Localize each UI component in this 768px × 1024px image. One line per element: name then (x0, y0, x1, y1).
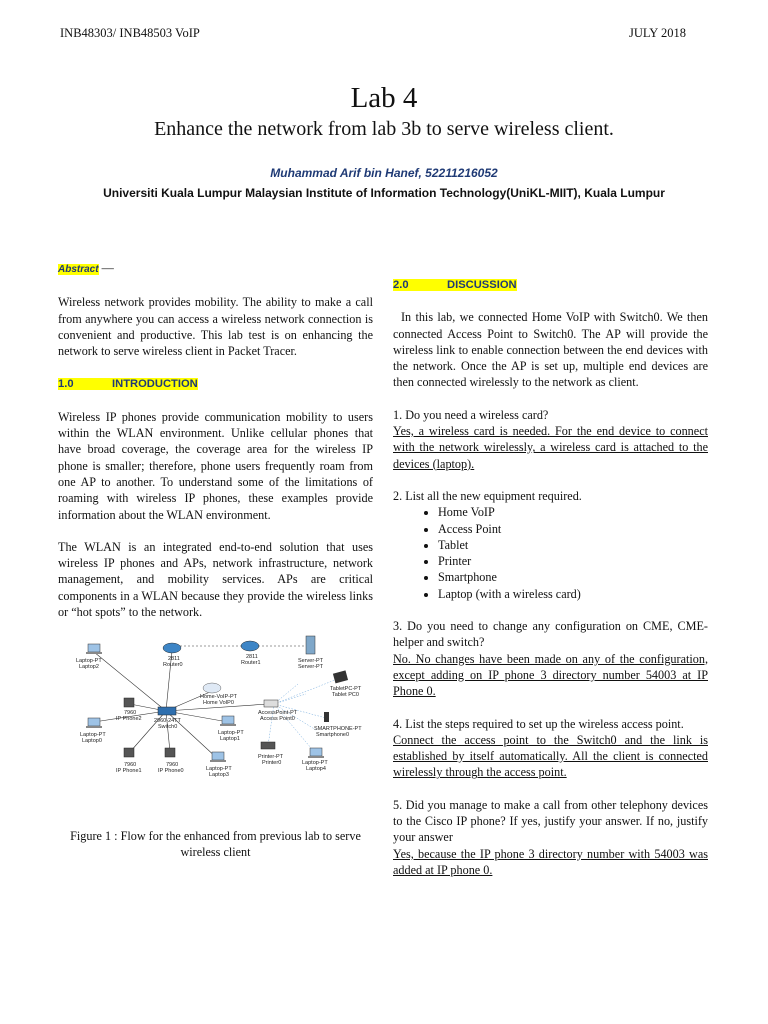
question-1: 1. Do you need a wireless card? (393, 407, 549, 422)
list-item: • Access Point (438, 521, 708, 537)
network-topology-figure (58, 634, 368, 809)
laptop-icon (308, 748, 324, 758)
intro-number: 1.0 (58, 378, 74, 391)
abstract-text: Wireless network provides mobility. The ability to make a call from anywhere you can access a wireless network connection is convenient and productive. This lab test is on enhancing the network to serve wireless client in Packet Tracer. (58, 295, 373, 359)
device-label: Laptop-PT (218, 730, 244, 737)
device-label: Laptop4 (306, 766, 326, 773)
laptop-icon (86, 718, 102, 728)
device-label: Server-PT (298, 658, 324, 665)
device-label: Router0 (163, 662, 183, 669)
answer-1: Yes, a wireless card is needed. For the end device to connect with the network wirelessly, a wireless card is attached to the devices (laptop). (393, 424, 708, 471)
device-label: Laptop-PT (76, 658, 102, 665)
answer-4: Connect the access point to the Switch0 and the link is established by itself automatically. All the client is connected wirelessly through the access point. (393, 732, 708, 780)
device-label: SMARTPHONE-PT (314, 726, 362, 733)
list-item: • Home VoIP (438, 504, 708, 520)
device-label: 2811 (246, 654, 258, 661)
running-header-course: INB48303/ INB48503 VoIP (60, 26, 200, 40)
intro-paragraph-2: The WLAN is an integrated end-to-end solution that uses wireless IP phones and APs, network infrastructure, network management, and mobility services. APs are critical components in a WLAN because they provide the wireless links or “hot spots” to the network. (58, 539, 373, 620)
list-item: • Smartphone (438, 569, 708, 585)
device-label: Router1 (241, 660, 261, 667)
device-label: Laptop-PT (80, 732, 106, 739)
device-label: Home-VoIP-PT (200, 694, 237, 701)
intro-title: INTRODUCTION (112, 378, 198, 391)
author-line: Muhammad Arif bin Hanef, 52211216052 (270, 166, 498, 180)
device-label: Laptop1 (220, 736, 240, 743)
device-label: Printer0 (262, 760, 282, 767)
affiliation-line: Universiti Kuala Lumpur Malaysian Institute of Information Technology(UniKL-MIIT), Kuala Lumpur (103, 186, 665, 200)
question-3: 3. Do you need to change any configuration on CME, CME-helper and switch? (393, 619, 708, 650)
intro-paragraph-1: Wireless IP phones provide communication mobility to users within the WLAN environment. Unlike cellular phones that have broad coverage, the coverage area for the wireless IP phone is smaller; therefore, phone users frequently roam from one AP to another. To understand some of the limitations of roaming with wireless IP phones, these examples provide information about the WLAN environment. (58, 409, 373, 522)
device-label: Laptop2 (79, 664, 99, 671)
device-label: Smartphone0 (316, 732, 350, 739)
laptop-icon (210, 752, 226, 762)
answer-5: Yes, because the IP phone 3 directory number with 54003 was added at IP phone 0. (393, 846, 708, 877)
device-label: Laptop0 (82, 738, 102, 745)
access-point-icon (264, 700, 278, 707)
running-header-date: JULY 2018 (629, 26, 686, 40)
abstract-heading (58, 260, 373, 278)
router-icon (241, 641, 259, 651)
list-item: • Printer (438, 553, 708, 569)
device-label: TabletPC-PT (330, 686, 362, 693)
discussion-intro: In this lab, we connected Home VoIP with Switch0. We then connected Access Point to Switch0. The AP will provide the wireless link to enable connection between the end devices with the network. Once the AP is set up, multiple end devices are then connected wirelessly to the network as client. (393, 310, 708, 390)
discussion-heading-highlight (393, 279, 517, 291)
router-icon (163, 643, 181, 653)
device-label: IP Phone0 (158, 768, 184, 775)
device-label: 7960 (166, 762, 179, 769)
list-item: • Tablet (438, 537, 708, 553)
cloud-icon (203, 683, 221, 693)
device-label: Home VoIP0 (203, 700, 234, 707)
device-label: 2811 (168, 656, 180, 663)
device-label: 7960 (124, 710, 137, 717)
server-icon (306, 636, 315, 654)
ip-phone-icon (124, 698, 134, 707)
device-label: Laptop-PT (302, 760, 328, 767)
answer-3: No. No changes have been made on any of the configuration, except adding on IP phone 3 directory number 54003 at IP Phone 0. (393, 651, 708, 699)
question-4: 4. List the steps required to set up the wireless access point. (393, 716, 684, 731)
device-label: 2960-24TT (154, 718, 181, 725)
right-column (393, 276, 708, 878)
list-item: • Laptop (with a wireless card) (438, 586, 708, 602)
device-label: Server-PT (298, 664, 324, 671)
abstract-dash: — (98, 261, 114, 275)
discussion-title: DISCUSSION (447, 279, 517, 291)
question-2: 2. List all the new equipment required. (393, 488, 582, 503)
switch-icon (158, 707, 176, 715)
device-label: 7960 (124, 762, 137, 769)
equipment-list (393, 504, 708, 602)
ip-phone-icon (124, 748, 134, 757)
device-label: Printer-PT (258, 754, 284, 761)
device-label: Switch0 (158, 724, 178, 731)
smartphone-icon (324, 712, 329, 722)
intro-heading (58, 375, 373, 392)
printer-icon (261, 742, 275, 749)
ip-phone-icon (165, 748, 175, 757)
paper-title: Lab 4 (350, 82, 418, 114)
intro-heading-highlight (58, 378, 198, 390)
device-label: Access Point0 (260, 716, 295, 723)
paper-subtitle: Enhance the network from lab 3b to serve wireless client. (154, 118, 614, 140)
discussion-number: 2.0 (393, 279, 409, 291)
laptop-icon (86, 644, 102, 654)
abstract-label: Abstract (58, 264, 99, 275)
figure-caption: Figure 1 : Flow for the enhanced from previous lab to serve wireless client (70, 828, 361, 859)
tablet-icon (333, 671, 348, 684)
device-label: AccessPoint-PT (258, 710, 298, 717)
device-label: IP Phone1 (116, 768, 142, 775)
device-label: Tablet PC0 (332, 692, 359, 699)
device-label: IP Phone2 (116, 716, 142, 723)
question-5: 5. Did you manage to make a call from other telephony devices to the Cisco IP phone? If yes, justify your answer. If no, justify your answer (393, 797, 708, 845)
laptop-icon (220, 716, 236, 726)
device-label: Laptop3 (209, 772, 229, 779)
device-label: Laptop-PT (206, 766, 232, 773)
discussion-heading (393, 276, 708, 293)
left-column (58, 260, 373, 860)
